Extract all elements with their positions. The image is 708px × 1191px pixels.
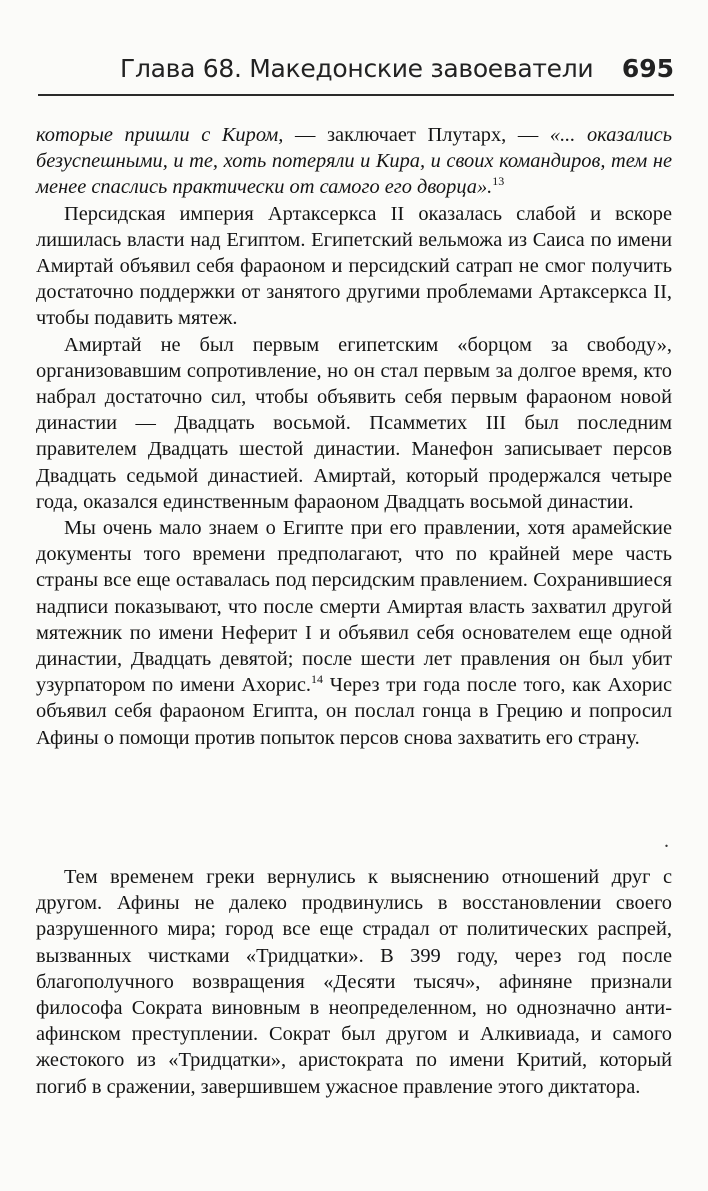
paragraph-egypt-rule-text-a: Мы очень мало знаем о Египте при его правлении, хотя арамейские документы того времени предполагают, что по крайней мере часть страны все еще оставалась под персидским правлением. Сохранившиеся надписи показывают, что после смерти Амиртая власть захватил другой мятежник по имени Неферит I и объявил себя основателем еще одной династии, Двадцать девятой; после шести лет правления он был убит узурпатором по имени Ахорис. [36, 517, 672, 697]
text-block-upper [36, 122, 672, 751]
paragraph-quote-continuation [36, 122, 672, 201]
text-block-lower [36, 864, 672, 1100]
paragraph-persian-empire: Персидская империя Артаксеркса II оказалась слабой и вскоре лишилась власти над Египтом. Египетский вельможа из Саиса по имени Амиртай объявил себя фараоном и персидский сатрап не смог получить достаточно поддержки от занятого другими проблемами Артаксеркса II, чтобы подавить мятеж. [36, 202, 672, 330]
quote-part-b: «... оказались безуспешными, и те, хоть потеряли и Кира, и своих командиров, тем не менее спаслись практически от самого его дворца». [36, 124, 672, 199]
footnote-ref-14: 14 [310, 672, 323, 687]
paragraph-greeks: Тем временем греки вернулись к выяснению отношений друг с другом. Афины не далеко продвинулись в восстановлении своего разрушенного мира; город все еще страдал от политических распрей, вызванных чистками «Тридцатки». В 399 году, через год после благополучного возвращения «Десяти тысяч», афиняне признали философа Сократа виновным в неопределенном, но однозначно анти-афинском преступлении. Сократ был другом и Алкивиада, и самого жестокого из «Тридцатки», аристократа по имени Критий, который погиб в сражении, завершившем ужасное правление этого диктатора. [36, 866, 672, 1098]
quote-part-a: которые пришли с Киром, [36, 124, 284, 146]
footnote-ref-13: 13 [492, 174, 505, 189]
page-number: 695 [621, 54, 674, 83]
scan-artifact-dot: . [664, 830, 669, 852]
attribution: — заключает Плутарх, — [283, 124, 550, 146]
paragraph-egypt-rule [36, 515, 672, 751]
header-rule [38, 94, 674, 96]
running-title: Глава 68. Македонские завоеватели [120, 54, 594, 83]
paragraph-egypt-rule-text-b: Через три года после того, как Ахорис объявил себя фараоном Египта, он послал гонца в Грецию и попросил Афины о помощи против попыток персов снова захватить его страну. [36, 674, 672, 749]
page-header [38, 50, 674, 94]
paragraph-amyrtaeus: Амиртай не был первым египетским «борцом за свободу», организовавшим сопротивление, но он стал первым за долгое время, кто набрал достаточно сил, чтобы объявить себя первым фараоном новой династии — Двадцать восьмой. Псамметих III был последним правителем Двадцать шестой династии. Манефон записывает персов Двадцать седьмой династией. Амиртай, который продержался четыре года, оказался единственным фараоном Двадцать восьмой династии. [36, 333, 672, 513]
